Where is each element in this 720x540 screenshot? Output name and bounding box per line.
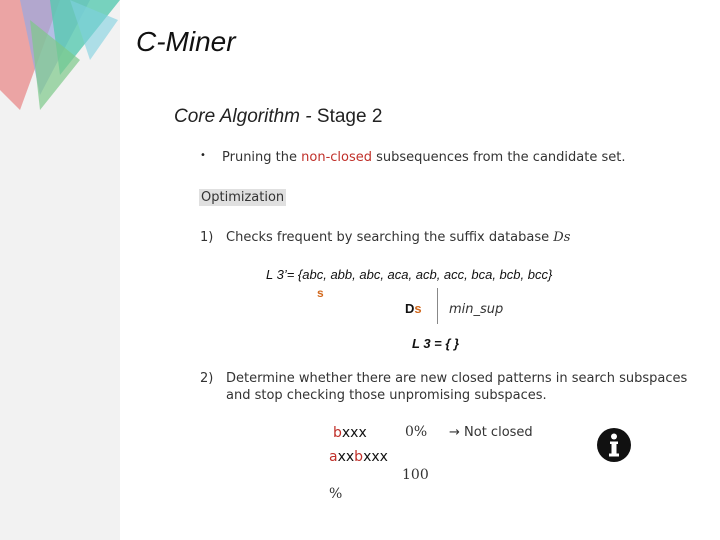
- min-sup-label: min_sup: [449, 302, 504, 317]
- step1-ds: Ds: [553, 230, 571, 245]
- divider-line: [437, 288, 438, 324]
- example-axxbxxx: [329, 449, 388, 465]
- info-icon: [596, 427, 632, 463]
- s-label: s: [317, 286, 324, 300]
- bullet-highlight: non-closed: [301, 150, 372, 165]
- example-axxbxxx-xx: xx: [337, 449, 355, 465]
- slide-subtitle: [174, 106, 382, 128]
- example-axxbxxx-a: a: [329, 449, 338, 465]
- step2-line2: and stop checking those unpromising subspaces.: [226, 388, 547, 403]
- ds-label-d: D: [405, 301, 415, 316]
- subtitle-stage: Stage 2: [316, 106, 383, 127]
- bullet-after: subsequences from the candidate set.: [372, 150, 626, 165]
- l3-set: L 3 = { }: [412, 336, 460, 351]
- step1-text: [226, 230, 570, 245]
- step2-number: 2): [200, 371, 214, 386]
- step1-number: 1): [200, 230, 214, 245]
- percent-sign: %: [329, 486, 343, 502]
- subtitle-prefix: Core Algorithm -: [174, 106, 317, 127]
- example-axxbxxx-rest: xxx: [363, 449, 388, 465]
- ds-label: [405, 301, 422, 316]
- l3-prime-set: L 3’= {abc, abb, abc, aca, acb, acc, bca, bcb, bcc}: [266, 267, 553, 282]
- ds-label-s: s: [414, 301, 422, 316]
- example-bxxx-rest: xxx: [341, 425, 367, 441]
- step2-line1: Determine whether there are new closed patterns in search subspaces: [226, 371, 688, 386]
- example-axxbxxx-b: b: [354, 449, 364, 465]
- slide-title: C-Miner: [136, 26, 236, 57]
- number-100: 100: [402, 467, 429, 483]
- leaf-decoration: [0, 0, 130, 120]
- percent-zero: 0%: [405, 424, 428, 440]
- not-closed-label: → Not closed: [449, 425, 533, 440]
- bullet-before: Pruning the: [222, 150, 302, 165]
- example-bxxx: [333, 425, 367, 441]
- bullet-text: [222, 150, 625, 165]
- example-bxxx-b: b: [333, 425, 342, 441]
- optimization-label: Optimization: [201, 190, 285, 205]
- step1-main: Checks frequent by searching the suffix database: [226, 230, 554, 245]
- bullet-marker: •: [200, 150, 206, 161]
